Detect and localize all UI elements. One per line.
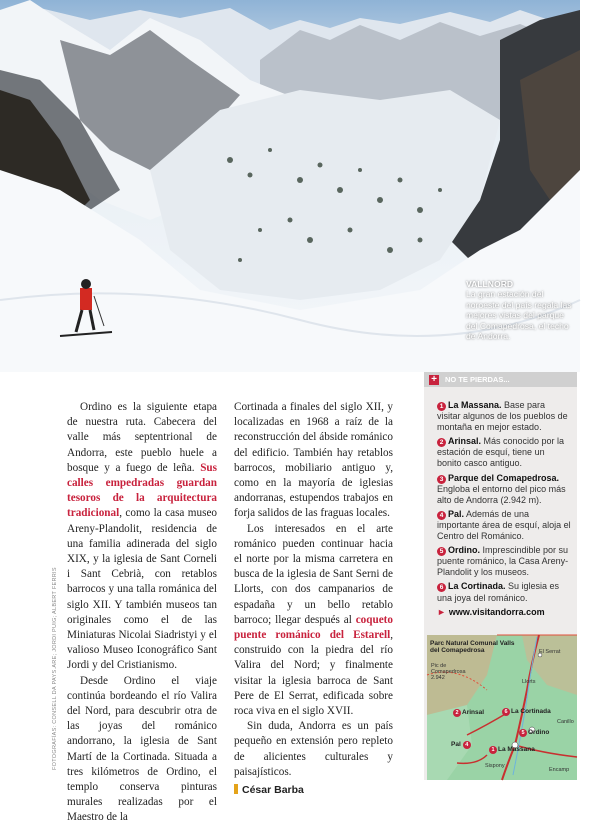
map-label-pal: Pal 4 bbox=[451, 741, 472, 749]
list-item: 4 Pal. Además de una importante área de esquí, aloja el Centro del Románico. bbox=[437, 508, 571, 542]
author-bar-icon bbox=[234, 784, 238, 794]
number-badge: 5 bbox=[437, 547, 446, 556]
map-label-encamp: Encamp bbox=[549, 767, 570, 773]
paragraph: Desde Ordino el viaje continúa bordeando el río Valira del Nord, para descubrir otra de las joyas del románico andorrano, la iglesia de Sant Martí de la Cortinada. Situada a tres kilómetros de Ordino, el templo conserva pinturas murales realizadas por el Maestro de la bbox=[67, 674, 217, 824]
map-label-ordino: 5 Ordino bbox=[519, 729, 549, 737]
map-badge-1: 1 bbox=[489, 746, 497, 754]
map-label-canillo: Canillo bbox=[557, 719, 574, 725]
sidebar-box bbox=[424, 372, 577, 780]
arrow-right-icon: ► bbox=[437, 606, 446, 617]
article-column-2 bbox=[234, 400, 393, 798]
sidebar-header bbox=[424, 372, 577, 387]
map-label-sispony: Sispony bbox=[485, 763, 505, 769]
photo-caption bbox=[466, 279, 576, 341]
map-label-park: Parc Natural Comunal Valls del Comapedrosa bbox=[430, 640, 515, 654]
map-label-pic: Pic de Comapedrosa 2.942 bbox=[431, 663, 466, 681]
list-item: 6 La Cortinada. Su iglesia es una joya del románico. bbox=[437, 581, 560, 603]
article-column-1 bbox=[67, 400, 217, 826]
map-label-arinsal: 2 Arinsal bbox=[453, 709, 484, 717]
map-label-llorts: Llorts bbox=[522, 679, 536, 685]
map-badge-2: 2 bbox=[453, 709, 461, 717]
map-label-el-serrat: El Serrat bbox=[539, 649, 561, 655]
sidebar-list bbox=[424, 387, 577, 604]
paragraph: Ordino es la siguiente etapa de nuestra ruta. Cabecera del valle más septentrional de Andorra, este pueblo huele a bosque y a fuego de leña. Sus calles empedradas guardan tesoros de la arquitectura tradicional, como la casa museo Areny-Plandolit, residencia de una familia adinerada del siglo XIX, y la iglesia de Sant Corneli i Sant Cebrià, con retablos barrocos y una talla románica del siglo XII. Y también museos tan originales como el de las Miniaturas Nicolai Siadristyi y el valioso Museo Iconográfico Sant Jordi y del Cristianismo. bbox=[67, 401, 217, 672]
paragraph: Cortinada a finales del siglo XII, y localizadas en 1968 a raíz de la reconstrucción del ábside románico del edificio. También hay retablos barrocos, mobiliario antiguo y, como en la mayoría de iglesias andorranas, estupendos trabajos en forja salidos de las fraguas locales. bbox=[234, 401, 393, 520]
map-label-la-cortinada: 6 La Cortinada bbox=[502, 708, 551, 716]
highlight-text: coqueto puente románico del Estarell bbox=[234, 613, 393, 642]
highlight-text: Sus calles empedradas guardan tesoros de la arquitectura tradicional bbox=[67, 461, 217, 520]
map-badge-5: 5 bbox=[519, 729, 527, 737]
paragraph: Sin duda, Andorra es un país pequeño en extensión pero repleto de alicientes culturales y paisajísticos. bbox=[234, 720, 393, 778]
list-item: 1 La Massana. Base para visitar algunos de los pueblos de montaña en mejor estado. bbox=[437, 400, 568, 433]
number-badge: 3 bbox=[437, 475, 446, 484]
caption-text: La gran estación del noroeste del país regala las mejores vistas del parque del Comapedrosa, el techo de Andorra. bbox=[466, 289, 572, 342]
sidebar-header-text: NO TE PIERDAS... bbox=[445, 375, 510, 384]
plus-icon: + bbox=[429, 375, 439, 385]
list-item: 3 Parque del Comapedrosa. Engloba el entorno del pico más alto de Andorra (2.942 m). bbox=[437, 472, 566, 505]
map-label-la-massana: 1 La Massana bbox=[489, 746, 535, 754]
list-item: 5 Ordino. Imprescindible por su puente románico, la Casa Areny-Plandolit y los museos. bbox=[437, 545, 569, 578]
map-badge-4: 4 bbox=[463, 741, 471, 749]
author-byline bbox=[234, 783, 393, 798]
area-map bbox=[427, 635, 577, 780]
author-name: César Barba bbox=[242, 784, 304, 797]
photo-credit: FOTOGRAFÍAS: CONSELL DA PAYS.ARE; JORDI PUIG; ALBERT FERRIS bbox=[52, 567, 58, 770]
list-item: 2 Arinsal. Más conocido por la estación de esquí, tiene un bonito casco antiguo. bbox=[437, 436, 565, 469]
caption-title: VALLNORD bbox=[466, 279, 514, 289]
hero-photo bbox=[0, 0, 580, 372]
number-badge: 6 bbox=[437, 583, 446, 592]
map-badge-6: 6 bbox=[502, 708, 510, 716]
paragraph: Los interesados en el arte románico pueden continuar hacia el norte por la misma carretera en busca de la iglesia de Sant Serni de Llorts, con dos campanarios de espadaña y un bello retablo barroco; llegar después al coqueto puente románico del Estarell, construido con la piedra del río Valira del Nord; y finalmente visitar la iglesia barroca de Sant Pere de El Serrat, edificada sobre roca viva en el siglo XVII. bbox=[234, 522, 393, 718]
number-badge: 1 bbox=[437, 402, 446, 411]
number-badge: 4 bbox=[437, 511, 446, 520]
website-link[interactable]: ► www.visitandorra.com bbox=[437, 606, 545, 617]
number-badge: 2 bbox=[437, 438, 446, 447]
